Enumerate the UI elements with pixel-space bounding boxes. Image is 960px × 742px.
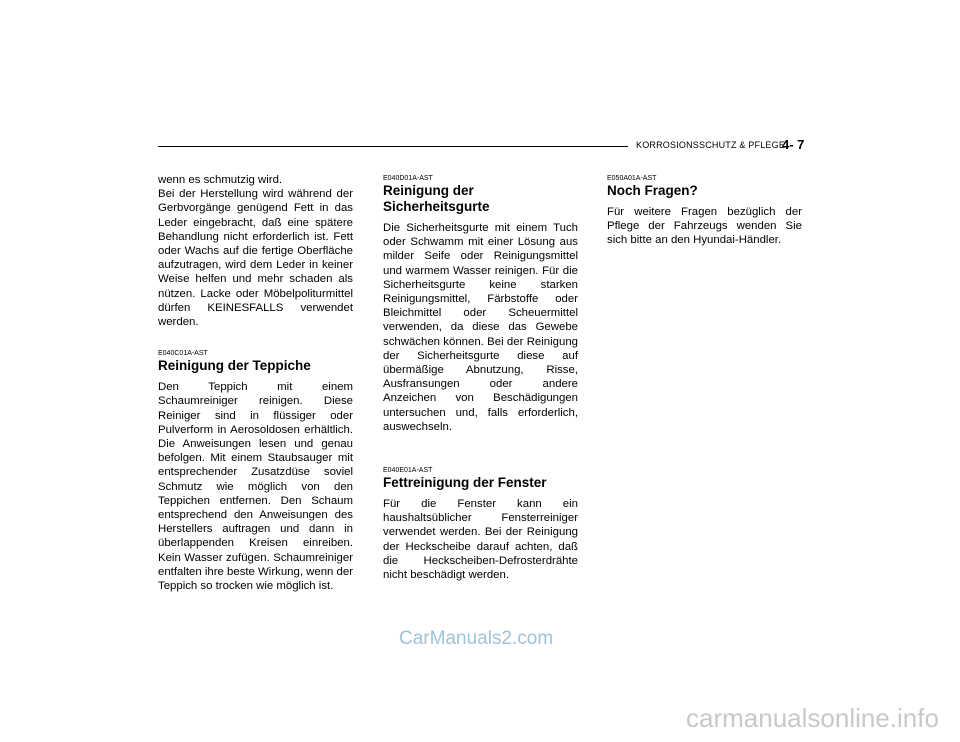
header-rule bbox=[158, 146, 628, 147]
questions-section bbox=[607, 174, 802, 248]
section-code: E040D01A-AST bbox=[383, 175, 433, 182]
column-middle bbox=[383, 174, 578, 582]
section-code: E050A01A-AST bbox=[607, 175, 657, 182]
section-text: Für weitere Fragen bezüglich der Pflege der Fahrzeugs wenden Sie sich bitte an den Hyundai-Händler. bbox=[607, 206, 802, 247]
section-text: Den Teppich mit einem Schaumreiniger reinigen. Diese Reiniger sind in flüssiger oder Pulverform in Aerosoldosen erhältlich. Die Anweisungen lesen und genau befolgen. Mit einem Staubsauger mit entsprechender Zusatzdüse soviel Schmutz wie möglich von den Teppichen entfernen. Den Schaum entsprechend den Anweisungen des Herstellers auftragen und dann in überlappenden Kreisen einreiben. Kein Wasser zufügen. Schaumreiniger entfalten ihre beste Wirkung, wenn der Teppich so trocken wie möglich ist. bbox=[158, 381, 354, 593]
section-heading: Fettreinigung der Fenster bbox=[383, 475, 547, 491]
carmanualsonline-watermark: carmanualsonline.info bbox=[686, 703, 939, 733]
section-heading: Noch Fragen? bbox=[607, 183, 698, 198]
seatbelt-cleaning-section bbox=[383, 174, 578, 434]
section-heading: Reinigung der Teppiche bbox=[158, 358, 311, 374]
column-right bbox=[607, 174, 802, 248]
carmanuals-watermark: CarManuals2.com bbox=[399, 628, 554, 649]
section-code: E040C01A-AST bbox=[158, 350, 208, 358]
carpet-cleaning-section bbox=[158, 349, 353, 593]
section-text: Die Sicherheitsgurte mit einem Tuch oder Schwamm mit einer Lösung aus milder Seife oder Reinigungsmittel und warmem Wasser reinigen. Für die Sicherheitsgurte keine starken Reinigungsmittel, Färbstoffe oder Bleichmittel oder Scheuermittel verwenden, da diese das Gewebe schwächen können. Bei der Reinigung der Sicherheitsgurte diese auf übermäßige Abnutzung, Risse, Ausfransungen oder andere Anzeichen von Beschädigungen untersuchen und, falls erforderlich, auswechseln. bbox=[383, 222, 578, 433]
page-number: 4- 7 bbox=[782, 137, 805, 152]
section-title: KORROSIONSSCHUTZ & PFLEGE bbox=[636, 140, 786, 150]
leather-care-text: wenn es schmutzig wird. Bei der Herstellung wird während der Gerbvorgänge genügend Fett in das Leder eingebracht, daß eine spätere Behandlung nicht erforderlich ist. Fett oder Wachs auf die fertige Oberfläche aufzutragen, wird dem Leder in keiner Weise helfen und mehr schaden als nützen. Lacke oder Möbelpoliturmittel dürfen KEINESFALLS verwendet werden. bbox=[158, 174, 353, 329]
section-code: E040E01A-AST bbox=[383, 467, 433, 475]
section-heading: Reinigung der Sicherheitsgurte bbox=[383, 183, 490, 214]
window-cleaning-section bbox=[383, 466, 578, 582]
section-text: Für die Fenster kann ein haushaltsüblicher Fensterreiniger verwendet werden. Bei der Reinigung der Heckscheibe darauf achten, daß die Heckscheiben-Defrosterdrähte nicht beschädigt werden. bbox=[383, 498, 578, 582]
column-left bbox=[158, 173, 353, 593]
